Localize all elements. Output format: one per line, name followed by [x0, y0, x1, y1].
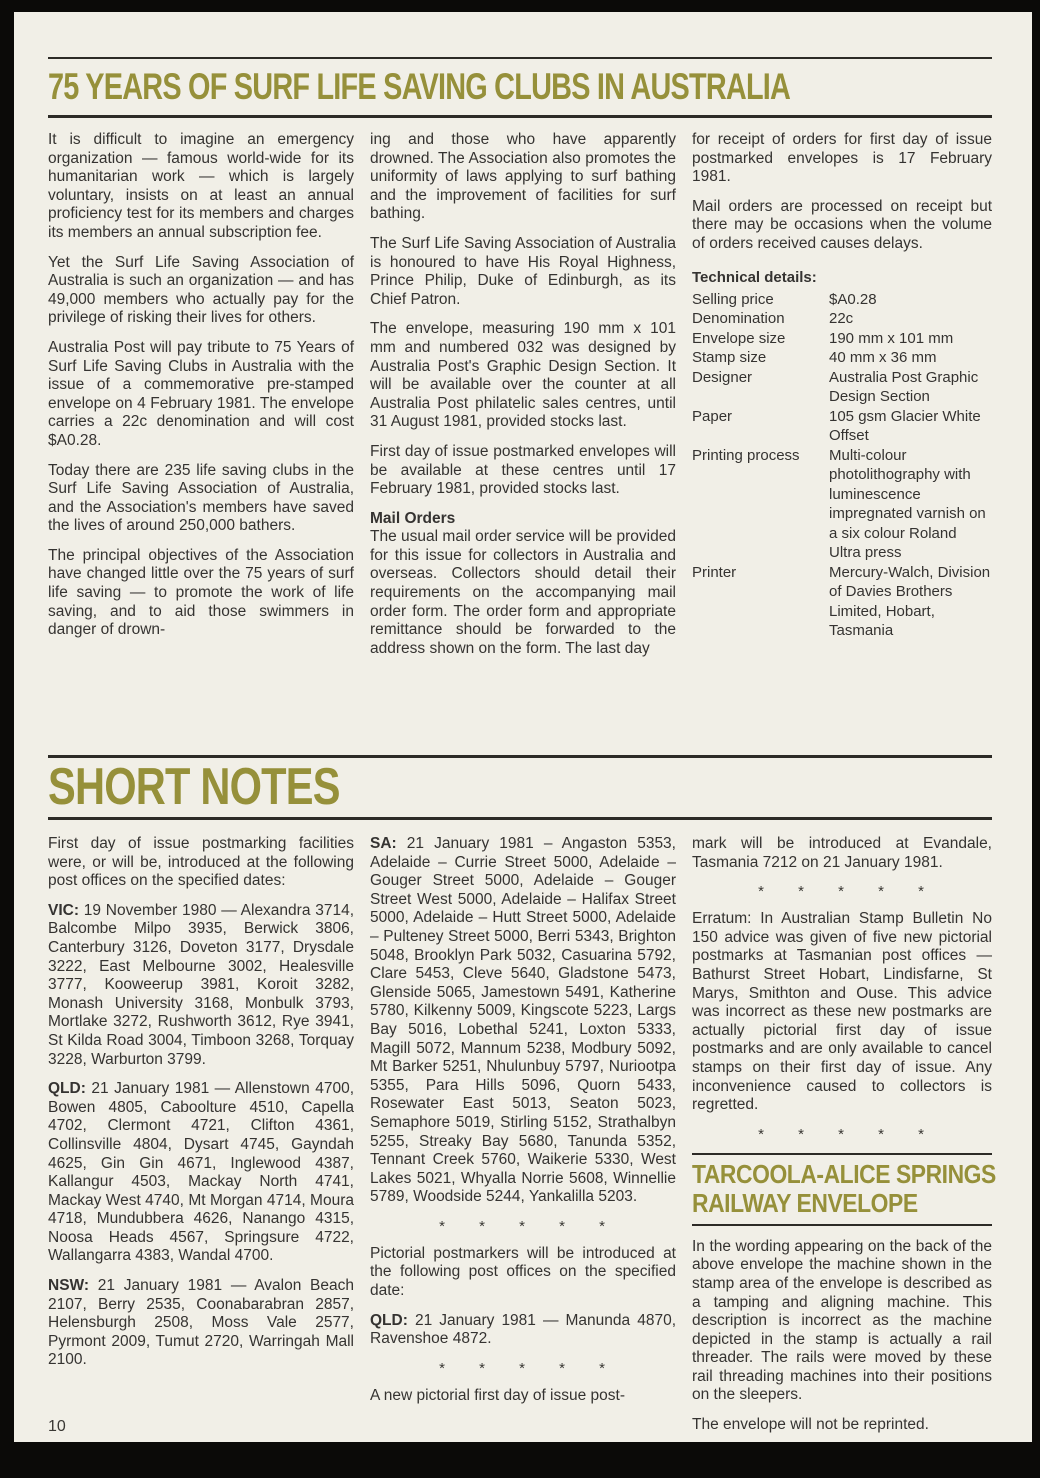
state-text: 21 January 1981 — Avalon Beach 2107, Berry 2535, Coonabarabran 2857, Helensburgh 2508, Moss Vale 2577, Pyrmont 2009, Tumut 2720, Warringah Mall 2100. [48, 1277, 354, 1369]
paragraph: The Surf Life Saving Association of Australia is honoured to have His Royal Highness, Prince Philip, Duke of Edinburgh, as its Chief Patron. [370, 234, 676, 308]
tech-row-printer [692, 563, 992, 641]
tech-label: Envelope size [692, 329, 786, 347]
tech-value: Australia Post Graphic Design Section [829, 368, 979, 406]
article-column-1 [48, 131, 354, 640]
paragraph: mark will be introduced at Evandale, Tasmania 7212 on 21 January 1981. [692, 835, 992, 871]
technical-details-heading: Technical details: [692, 268, 817, 286]
paragraph: The envelope, measuring 190 mm x 101 mm and numbered 032 was designed by Australia Post's Graphic Design Section. It will be available over the counter at all Australia Post philatelic sales centres, until 31 August 1981, provided stocks last. [370, 320, 676, 431]
tech-row-paper [692, 407, 992, 446]
article-columns [48, 118, 992, 739]
state-text: 21 January 1981 – Angaston 5353, Adelaide – Currie Street 5000, Adelaide – Gouger Street 5000, Adelaide – Gouger Street West 5000, Adelaide – Halifax Street 5000, Adelaide – Hutt Street 5000, Adelaide – Pulteney Street 5000, Berri 5343, Brighton 5048, Brooklyn Park 5032, Casuarina 5792, Clare 5453, Cleve 5640, Gladstone 5473, Glenside 5065, Jamestown 5491, Katherine 5780, Kilkenny 5009, Kingscote 5223, Largs Bay 5016, Lobethal 5241, Loxton 5333, Magill 5072, Mannum 5238, Modbury 5092, Mt Barker 5251, Nhulunbuy 5797, Nuriootpa 5355, Para Hills 5096, Quorn 5433, Rosewater East 5013, Seaton 5023, Semaphore 5019, Stirling 5152, Strathalbyn 5255, Streaky Bay 5680, Tanunda 5352, Tennant Creek 5760, Waikerie 5330, West Lakes 5021, Whyalla Norrie 5608, Winnellie 5789, Woodside 5244, Yankalilla 5203. [370, 835, 676, 1206]
paragraph: It is difficult to imagine an emergency organization — famous world-wide for its humanitarian work — which is largely voluntary, insists on at least an annual proficiency test for its members and charges its members an annual subscription fee. [48, 131, 354, 241]
asterisk-divider: * * * * * [439, 1359, 607, 1377]
paragraph: First day of issue postmarked envelopes will be available at these centres until 17 February 1981, provided stocks last. [370, 442, 676, 498]
paragraph: Mail orders are processed on receipt but there may be occasions when the volume of orders received causes delays. [692, 197, 992, 252]
asterisk-divider: * * * * * [439, 1217, 607, 1235]
tarcoola-rule-bottom [692, 1224, 992, 1226]
tech-row-designer [692, 368, 992, 407]
state-label: QLD: [48, 1080, 86, 1098]
paragraph: Australia Post will pay tribute to 75 Years of Surf Life Saving Clubs in Australia with the issue of a commemorative pre-stamped envelope on 4 February 1981. The envelope carries a 22c denomination and will cost $A0.28. [48, 338, 354, 449]
mail-orders-heading: Mail Orders [370, 509, 456, 527]
tech-label: Selling price [692, 290, 774, 308]
page-number: 10 [48, 1418, 66, 1435]
state-label: NSW: [48, 1277, 90, 1295]
notes-column-2 [370, 835, 676, 1405]
notes-column-3 [692, 835, 996, 1435]
tech-value: 22c [829, 310, 854, 328]
paragraph: Yet the Surf Life Saving Association of Australia is such an organization — and has 49,000 members who actually pay for the privilege of risking their lives for others. [48, 253, 354, 327]
qld-paragraph [48, 1080, 354, 1266]
tech-value: 40 mm x 36 mm [829, 349, 937, 367]
paragraph: The envelope will not be reprinted. [692, 1416, 929, 1434]
state-label: SA: [370, 835, 397, 852]
tech-value: Mercury-Walch, Division of Davies Brothers Limited, Hobart, Tasmania [829, 563, 991, 640]
tech-row-stamp-size [692, 348, 992, 368]
paragraph: The usual mail order service will be provided for this issue for collectors in Australia and overseas. Collectors should detail their requirements on the accompanying mail order form. The order form and appropriate remittance should be forwarded to the address shown on the form. The last day [370, 528, 676, 657]
tarcoola-title: TARCOOLA-ALICE SPRINGS RAILWAY ENVELOPE [692, 1158, 996, 1218]
tech-label: Stamp size [692, 349, 767, 367]
paragraph: In the wording appearing on the back of the above envelope the machine shown in the stamp area of the envelope is described as a tamping and aligning machine. This description is incorrect as the machine depicted in the stamp is actually a rail threader. The rails were moved by these rail threading machines into their positions on the sleepers. [692, 1237, 992, 1404]
article-column-2 [370, 131, 676, 658]
paragraph: for receipt of orders for first day of issue postmarked envelopes is 17 February 1981. [692, 131, 992, 186]
paragraph: First day of issue postmarking facilities were, or will be, introduced at the following post offices on the specified dates: [48, 835, 354, 890]
short-notes-header [48, 755, 992, 820]
tech-label: Designer [692, 368, 753, 386]
state-label: VIC: [48, 901, 79, 919]
paper [14, 12, 1032, 1442]
short-notes-columns [48, 820, 996, 1435]
tech-row-envelope-size [692, 329, 992, 349]
paragraph: ing and those who have apparently drowned. The Association also promotes the uniformity of laws applying to surf bathing and the improvement of facilities for surf bathing. [370, 131, 676, 223]
vic-paragraph [48, 902, 354, 1069]
tech-row-printing-process [692, 446, 992, 563]
state-label: QLD: [370, 1311, 408, 1329]
tech-value: $A0.28 [829, 290, 877, 308]
tech-label: Paper [692, 407, 733, 425]
tech-value: 105 gsm Glacier White Offset [829, 407, 981, 445]
article-header [48, 57, 992, 118]
erratum-paragraph: Erratum: In Australian Stamp Bulletin No 150 advice was given of five new pictorial postmarks at Tasmanian post offices — Bathurst Street Hobart, Lindisfarne, St Marys, Smithton and Ouse. This advice was incorrect as these new postmarks are actually pictorial first day of issue postmarks and are only available to cancel stamps on their first day of issue. Any inconvenience caused to collectors is regretted. [692, 910, 992, 1114]
tech-row-denomination [692, 309, 992, 329]
tech-row-selling-price [692, 290, 992, 310]
qld-pictorial-paragraph [370, 1312, 676, 1349]
technical-details [692, 268, 992, 641]
nsw-paragraph [48, 1277, 354, 1370]
article-column-3 [692, 131, 992, 641]
tarcoola-header [692, 1153, 996, 1226]
tech-label: Printing process [692, 446, 800, 464]
asterisk-divider: * * * * * [758, 1125, 926, 1143]
article-title: 75 YEARS OF SURF LIFE SAVING CLUBS IN AUSTRALIA [48, 66, 791, 107]
tech-label: Printer [692, 563, 737, 581]
paragraph: Today there are 235 life saving clubs in the Surf Life Saving Association of Australia, and the Association's members have saved the lives of around 250,000 bathers. [48, 461, 354, 535]
tech-value: Multi-colour photolithography with luminescence impregnated varnish on a six colour Roland Ultra press [829, 446, 986, 562]
paragraph: The principal objectives of the Association have changed little over the 75 years of surf life saving — to promote the work of life saving, and to aid those swimmers in danger of drown- [48, 546, 354, 639]
tarcoola-rule-top [692, 1153, 992, 1155]
paragraph: A new pictorial first day of issue post- [370, 1386, 626, 1404]
notes-column-1 [48, 835, 354, 1370]
state-text: 19 November 1980 — Alexandra 3714, Balcombe Milpo 3935, Berwick 3806, Canterbury 3126, Doveton 3177, Drysdale 3222, East Melbourne 3002, Healesville 3777, Kooweerup 3981, Koroit 3282, Monash University 3168, Monbulk 3793, Mortlake 3272, Rushworth 3612, Rye 3941, St Kilda Road 3004, Timboon 3268, Torquay 3228, Warburton 3799. [48, 901, 354, 1068]
state-text: 21 January 1981 — Allenstown 4700, Bowen 4805, Caboolture 4510, Capella 4702, Clermont 4721, Clifton 4361, Collinsville 4804, Dysart 4745, Gayndah 4625, Gin Gin 4671, Inglewood 4387, Kallangur 4503, Mackay North 4741, Mackay West 4740, Mt Morgan 4714, Moura 4718, Mundubbera 4626, Nanango 4315, Noosa Heads 4567, Springsure 4722, Wallangarra 4383, Wandal 4700. [48, 1080, 354, 1265]
paragraph: Pictorial postmarkers will be introduced at the following post offices on the specified date: [370, 1244, 676, 1300]
tech-label: Denomination [692, 310, 785, 328]
short-notes-title: SHORT NOTES [48, 758, 340, 816]
asterisk-divider: * * * * * [758, 883, 926, 901]
tech-value: 190 mm x 101 mm [829, 329, 954, 347]
state-text: 21 January 1981 — Manunda 4870, Ravenshoe 4872. [370, 1311, 676, 1348]
sa-paragraph [370, 835, 676, 1207]
